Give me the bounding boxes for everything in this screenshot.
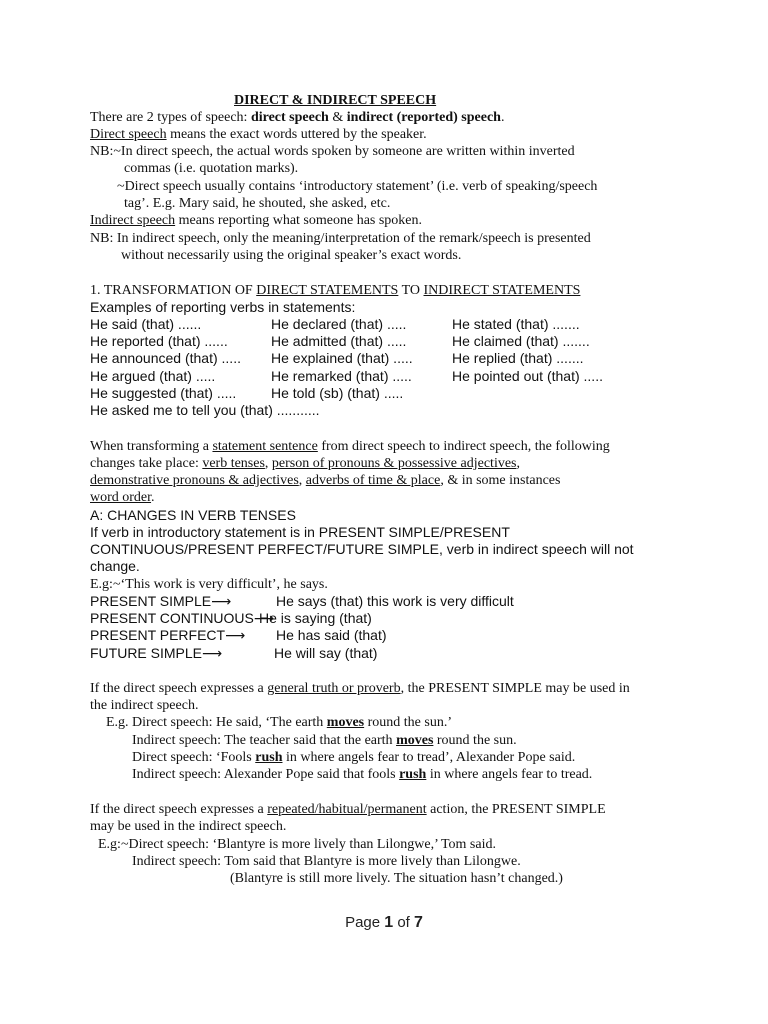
nb2-line-1: NB: In indirect speech, only the meaning/interpretation of the remark/speech is presented	[90, 231, 591, 246]
truth-line-1	[90, 680, 630, 697]
habit-line-2: may be used in the indirect speech.	[90, 819, 287, 834]
text: E.g. Direct speech: He said, ‘The earth	[106, 715, 327, 730]
underlined-term: person of pronouns & possessive adjectives	[271, 456, 517, 471]
text: If the direct speech expresses a	[90, 681, 268, 696]
tense-label: PRESENT SIMPLE⟶	[90, 593, 232, 609]
text: TO	[398, 283, 424, 298]
text: .	[500, 110, 505, 125]
page-number: 1	[384, 914, 394, 931]
underlined-term: word order	[90, 490, 152, 505]
truth-example-3	[132, 749, 575, 766]
underlined-term: DIRECT STATEMENTS	[256, 283, 399, 298]
verb-cell: He suggested (that) .....	[90, 385, 237, 401]
habit-example-2: Indirect speech: Tom said that Blantyre is more lively than Lilongwe.	[132, 854, 521, 869]
verb-cell: He explained (that) .....	[271, 350, 413, 366]
text: If the direct speech expresses a	[90, 802, 268, 817]
verb-cell: He announced (that) .....	[90, 350, 241, 366]
underlined-term: demonstrative pronouns & adjectives	[90, 473, 299, 488]
section-a-line-3: change.	[90, 558, 140, 574]
text: from direct speech to indirect speech, the following	[317, 439, 610, 454]
text: .	[151, 490, 155, 505]
page-total: 7	[414, 914, 423, 931]
text: , & in some instances	[440, 473, 561, 488]
text: ,	[298, 473, 306, 488]
verb-cell: He declared (that) .....	[271, 316, 407, 332]
underlined-term: Indirect speech	[90, 213, 176, 228]
truth-example-1	[106, 714, 452, 731]
text: round the sun.	[433, 733, 517, 748]
text: Indirect speech: The teacher said that the earth	[132, 733, 397, 748]
section-a-heading: A: CHANGES IN VERB TENSES	[90, 507, 296, 523]
truth-example-2	[132, 732, 517, 749]
habit-example-1: E.g:~Direct speech: ‘Blantyre is more lively than Lilongwe,’ Tom said.	[98, 837, 496, 852]
tense-label: PRESENT CONTINUOUS⟶	[90, 610, 274, 626]
tense-example: He says (that) this work is very difficult	[276, 593, 514, 609]
transform-line-2	[90, 455, 520, 472]
verb-cell: He claimed (that) .......	[452, 333, 590, 349]
emphasized-verb: moves	[396, 733, 434, 748]
text: means reporting what someone has spoken.	[175, 213, 423, 228]
nb2-line-2: without necessarily using the original speaker’s exact words.	[121, 248, 462, 263]
tense-example: He is saying (that)	[259, 610, 372, 626]
text: 1. TRANSFORMATION OF	[90, 283, 257, 298]
text: changes take place:	[90, 456, 203, 471]
truth-line-2: the indirect speech.	[90, 698, 199, 713]
truth-example-4	[132, 766, 592, 783]
underlined-term: adverbs of time & place	[305, 473, 441, 488]
nb1-line-1: NB:~In direct speech, the actual words spoken by someone are written within inverted	[90, 144, 575, 159]
text: ,	[264, 456, 272, 471]
text: , the PRESENT SIMPLE may be used in	[400, 681, 630, 696]
underlined-term: INDIRECT STATEMENTS	[423, 283, 581, 298]
intro-line-1	[90, 109, 504, 126]
text: Indirect speech: Alexander Pope said that fools	[132, 767, 400, 782]
text: &	[328, 110, 347, 125]
transform-line-4	[90, 489, 155, 506]
text: Direct speech: ‘Fools	[132, 750, 256, 765]
verb-cell: He remarked (that) .....	[271, 368, 412, 384]
text: ,	[516, 456, 520, 471]
text: means the exact words uttered by the speaker.	[166, 127, 427, 142]
text: There are 2 types of speech:	[90, 110, 251, 125]
intro-line-2	[90, 126, 427, 143]
of-label: of	[393, 914, 415, 931]
page-title: DIRECT & INDIRECT SPEECH	[234, 93, 437, 108]
habit-example-3: (Blantyre is still more lively. The situation hasn’t changed.)	[230, 871, 563, 886]
verb-cell: He told (sb) (that) .....	[271, 385, 404, 401]
verb-cell: He reported (that) ......	[90, 333, 228, 349]
section-a-line-1: If verb in introductory statement is in PRESENT SIMPLE/PRESENT	[90, 524, 510, 540]
emphasized-verb: rush	[255, 750, 283, 765]
section-a-example: E.g:~‘This work is very difficult’, he says.	[90, 577, 328, 592]
verb-cell: He pointed out (that) .....	[452, 368, 603, 384]
underlined-term: general truth or proverb	[267, 681, 401, 696]
verb-cell: He argued (that) .....	[90, 368, 216, 384]
tense-example: He has said (that)	[276, 627, 387, 643]
emphasized-verb: moves	[326, 715, 365, 730]
nb1-line-2: commas (i.e. quotation marks).	[124, 161, 299, 176]
nb1-line-3: ~Direct speech usually contains ‘introductory statement’ (i.e. verb of speaking/speech	[117, 179, 598, 194]
text: When transforming a	[90, 439, 213, 454]
verb-cell: He stated (that) .......	[452, 316, 580, 332]
verb-cell: He admitted (that) .....	[271, 333, 407, 349]
page-label: Page	[345, 914, 385, 931]
text: round the sun.’	[364, 715, 453, 730]
examples-label: Examples of reporting verbs in statements:	[90, 299, 356, 315]
tense-label: PRESENT PERFECT⟶	[90, 627, 246, 643]
text: action, the PRESENT SIMPLE	[426, 802, 606, 817]
underlined-term: Direct speech	[90, 127, 167, 142]
underlined-term: statement sentence	[212, 439, 318, 454]
underlined-term: repeated/habitual/permanent	[267, 802, 427, 817]
nb1-line-4: tag’. E.g. Mary said, he shouted, she asked, etc.	[124, 196, 391, 211]
tense-label: FUTURE SIMPLE⟶	[90, 645, 223, 661]
tense-example: He will say (that)	[274, 645, 378, 661]
section-a-line-2: CONTINUOUS/PRESENT PERFECT/FUTURE SIMPLE, verb in indirect speech will not	[90, 541, 634, 557]
bold-text: indirect (reported) speech	[346, 110, 501, 125]
section-1-heading	[90, 282, 580, 299]
habit-line-1	[90, 801, 606, 818]
emphasized-verb: rush	[399, 767, 427, 782]
verb-cell: He replied (that) .......	[452, 350, 584, 366]
text: in where angels fear to tread’, Alexander Pope said.	[282, 750, 576, 765]
asked-line: He asked me to tell you (that) ...........	[90, 402, 320, 418]
bold-text: direct speech	[250, 110, 329, 125]
transform-line-3	[90, 472, 560, 489]
transform-line-1	[90, 438, 610, 455]
page-footer	[0, 914, 768, 932]
text: in where angels fear to tread.	[426, 767, 593, 782]
intro-line-3	[90, 212, 422, 229]
verb-cell: He said (that) ......	[90, 316, 202, 332]
underlined-term: verb tenses	[202, 456, 265, 471]
